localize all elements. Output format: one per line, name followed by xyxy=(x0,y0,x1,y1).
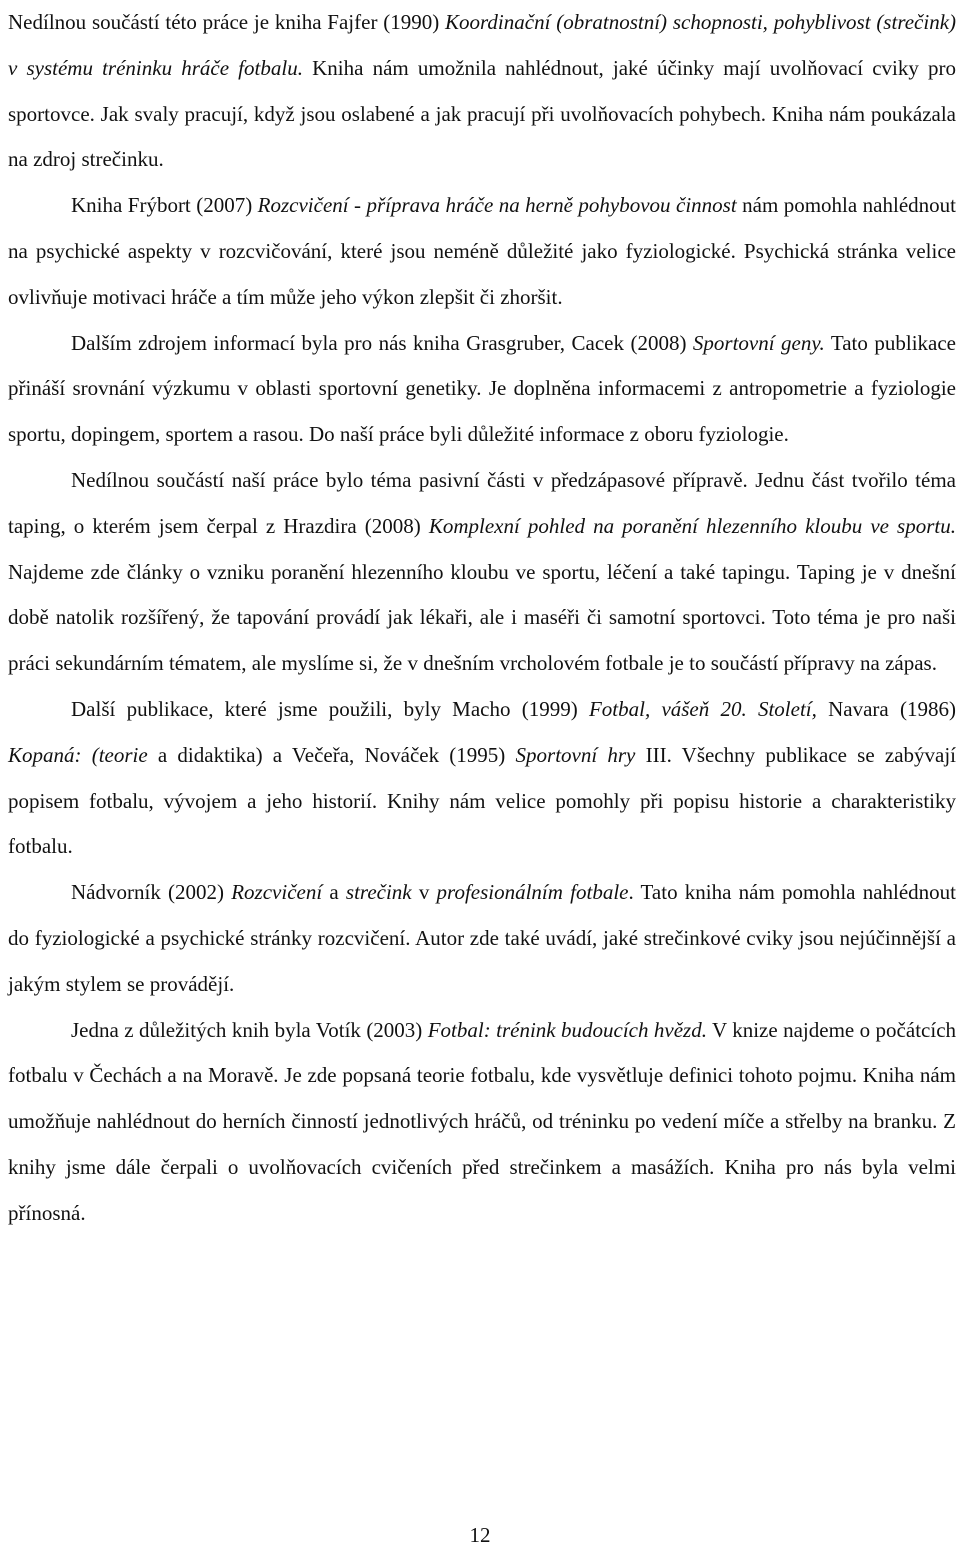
text-run: Kniha Frýbort (2007) xyxy=(71,193,258,218)
text-run: a xyxy=(322,880,346,905)
paragraph xyxy=(8,458,956,687)
text-run: Jedna z důležitých knih byla Votík (2003) xyxy=(71,1017,428,1042)
text-run: . Tato kniha nám pomohla nahlédnout do fyziologické a psychické stránky rozcvičení. Autor zde také uvádí, jaké strečinkové cviky jsou nejúčinnější a jakým stylem se provádějí. xyxy=(8,880,957,996)
page-number: 12 xyxy=(469,1523,491,1547)
text-run: Nedílnou součástí této práce je kniha Fajfer (1990) xyxy=(8,10,446,34)
text-run: Dalším zdrojem informací byla pro nás kniha Grasgruber, Cacek (2008) xyxy=(71,330,693,355)
paragraph xyxy=(8,870,956,1007)
document-page xyxy=(8,0,956,1237)
text-run: v xyxy=(411,880,437,905)
italic-citation: strečink xyxy=(345,880,412,905)
text-run: Nedílnou součástí naší práce bylo téma pasivní části v předzápasové přípravě. Jednu část tvořilo téma taping, o kterém jsem čerpal z Hrazdira (2008) xyxy=(8,467,956,538)
text-run: nám pomohla nahlédnout na psychické aspekty v rozcvičování, které jsou neméně důležité jako fyziologické. Psychická stránka velice ovlivňuje motivaci hráče a tím může jeho výkon zlepšit či zhoršit. xyxy=(8,193,956,309)
paragraph xyxy=(8,183,956,320)
text-run: a didaktika) a Večeřa, Nováček (1995) xyxy=(147,742,516,767)
text-run: Nádvorník (2002) xyxy=(71,880,232,905)
paragraph xyxy=(8,0,956,183)
italic-citation: Kopaná: (teorie xyxy=(8,742,148,767)
text-run: V knize najdeme o počátcích fotbalu v Čechách a na Moravě. Je zde popsaná teorie fotbalu, kde vysvětluje definici tohoto pojmu. Kniha nám umožňuje nahlédnout do herních činností jednotlivých hráčů, od tréninku po vedení míče a střelby na branku. Z knihy jsme dále čerpali o uvolňovacích cvičeních před strečinkem a masážích. Kniha pro nás byla velmi přínosná. xyxy=(8,1017,957,1225)
paragraph xyxy=(8,321,956,458)
text-run: Najdeme zde články o vzniku poranění hlezenního kloubu ve sportu, léčení a také tapingu. Taping je v dnešní době natolik rozšířený, že tapování provádí jak lékaři, ale i maséři či samotní sportovci. Toto téma je pro naši práci sekundárním tématem, ale myslíme si, že v dnešním vrcholovém fotbale je to součástí přípravy na zápas. xyxy=(8,559,956,676)
italic-citation: Sportovní geny. xyxy=(692,330,825,355)
italic-citation: Koordinační (obratnostní) schopnosti, pohyblivost (strečink) v systému tréninku hráče fotbalu. xyxy=(8,10,957,80)
italic-citation: Rozcvičení - příprava hráče na herně pohybovou činnost xyxy=(257,193,737,218)
italic-citation: Komplexní pohled na poranění hlezenního kloubu ve sportu. xyxy=(428,513,956,538)
text-run: Tato publikace přináší srovnání výzkumu v oblasti sportovní genetiky. Je doplněna informacemi z antropometrie a fyziologie sportu, dopingem, sportem a rasou. Do naší práce byli důležité informace z oboru fyziologie. xyxy=(8,330,956,447)
text-run: Další publikace, které jsme použili, byly Macho (1999) xyxy=(71,696,589,721)
italic-citation: Fotbal: trénink budoucích hvězd. xyxy=(427,1017,707,1042)
text-run: Kniha nám umožnila nahlédnout, jaké účinky mají uvolňovací cviky pro sportovce. Jak svaly pracují, když jsou oslabené a jak pracují při uvolňovacích pohybech. Kniha nám poukázala na zdroj strečinku. xyxy=(8,55,957,172)
italic-citation: profesionálním fotbale xyxy=(436,880,629,905)
text-run: Navara (1986) xyxy=(816,696,956,721)
italic-citation: Fotbal, vášeň 20. Století, xyxy=(588,696,817,721)
italic-citation: Sportovní hry xyxy=(515,742,636,767)
paragraph xyxy=(8,687,956,870)
paragraph xyxy=(8,1008,956,1237)
text-run: III. Všechny publikace se zabývají popisem fotbalu, vývojem a jeho historií. Knihy nám velice pomohly při popisu historie a charakteristiky fotbalu. xyxy=(8,742,957,859)
italic-citation: Rozcvičení xyxy=(231,880,323,905)
